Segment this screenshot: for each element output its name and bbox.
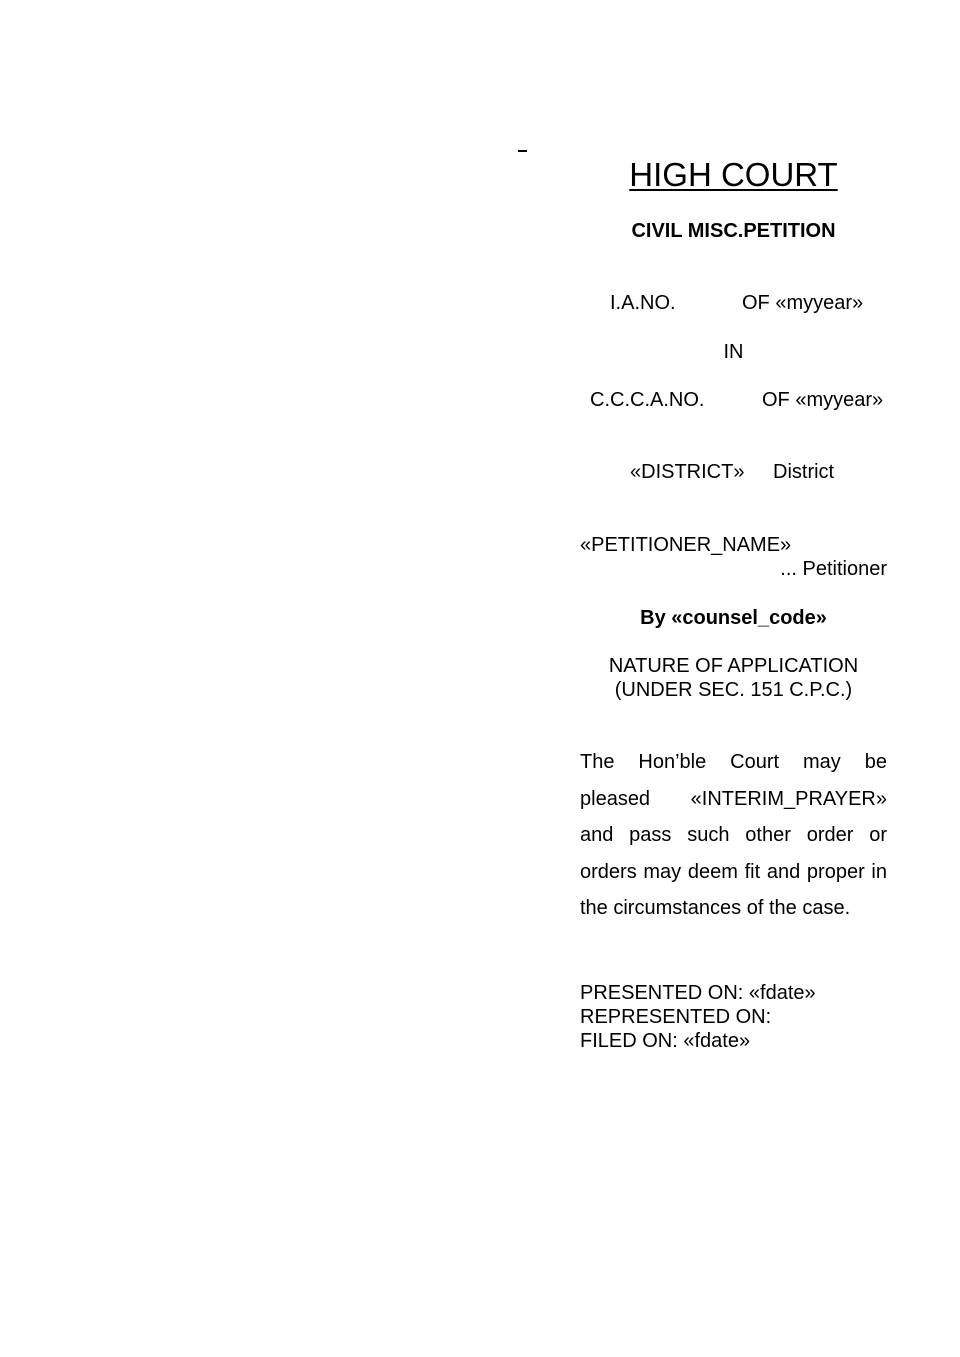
district-field: «DISTRICT» xyxy=(630,461,745,483)
filed-on: FILED ON: «fdate» xyxy=(580,1030,751,1052)
case-year: OF «myyear» xyxy=(762,389,884,411)
nature-section: (UNDER SEC. 151 C.P.C.) xyxy=(614,679,853,701)
nature-of-application: NATURE OF APPLICATION xyxy=(608,655,859,677)
ia-label: I.A.NO. xyxy=(610,292,676,314)
petition-type: CIVIL MISC.PETITION xyxy=(631,220,836,242)
represented-on: REPRESENTED ON: xyxy=(580,1006,772,1028)
case-label: C.C.C.A.NO. xyxy=(590,389,705,411)
page-mark xyxy=(518,150,527,152)
ia-year: OF «myyear» xyxy=(742,292,864,314)
district-label: District xyxy=(773,461,835,483)
presented-on: PRESENTED ON: «fdate» xyxy=(580,982,816,1004)
court-title: HIGH COURT xyxy=(629,156,838,193)
counsel-line: By «counsel_code» xyxy=(640,607,827,629)
prayer-paragraph: The Hon’ble Court may be pleased «INTERIM_PRAYER» and pass such other order or orders may deem fit and proper in the circumstances of the case. xyxy=(580,751,887,919)
petitioner-name: «PETITIONER_NAME» xyxy=(580,534,792,556)
petitioner-role: ... Petitioner xyxy=(780,558,887,580)
in-label: IN xyxy=(723,341,744,363)
